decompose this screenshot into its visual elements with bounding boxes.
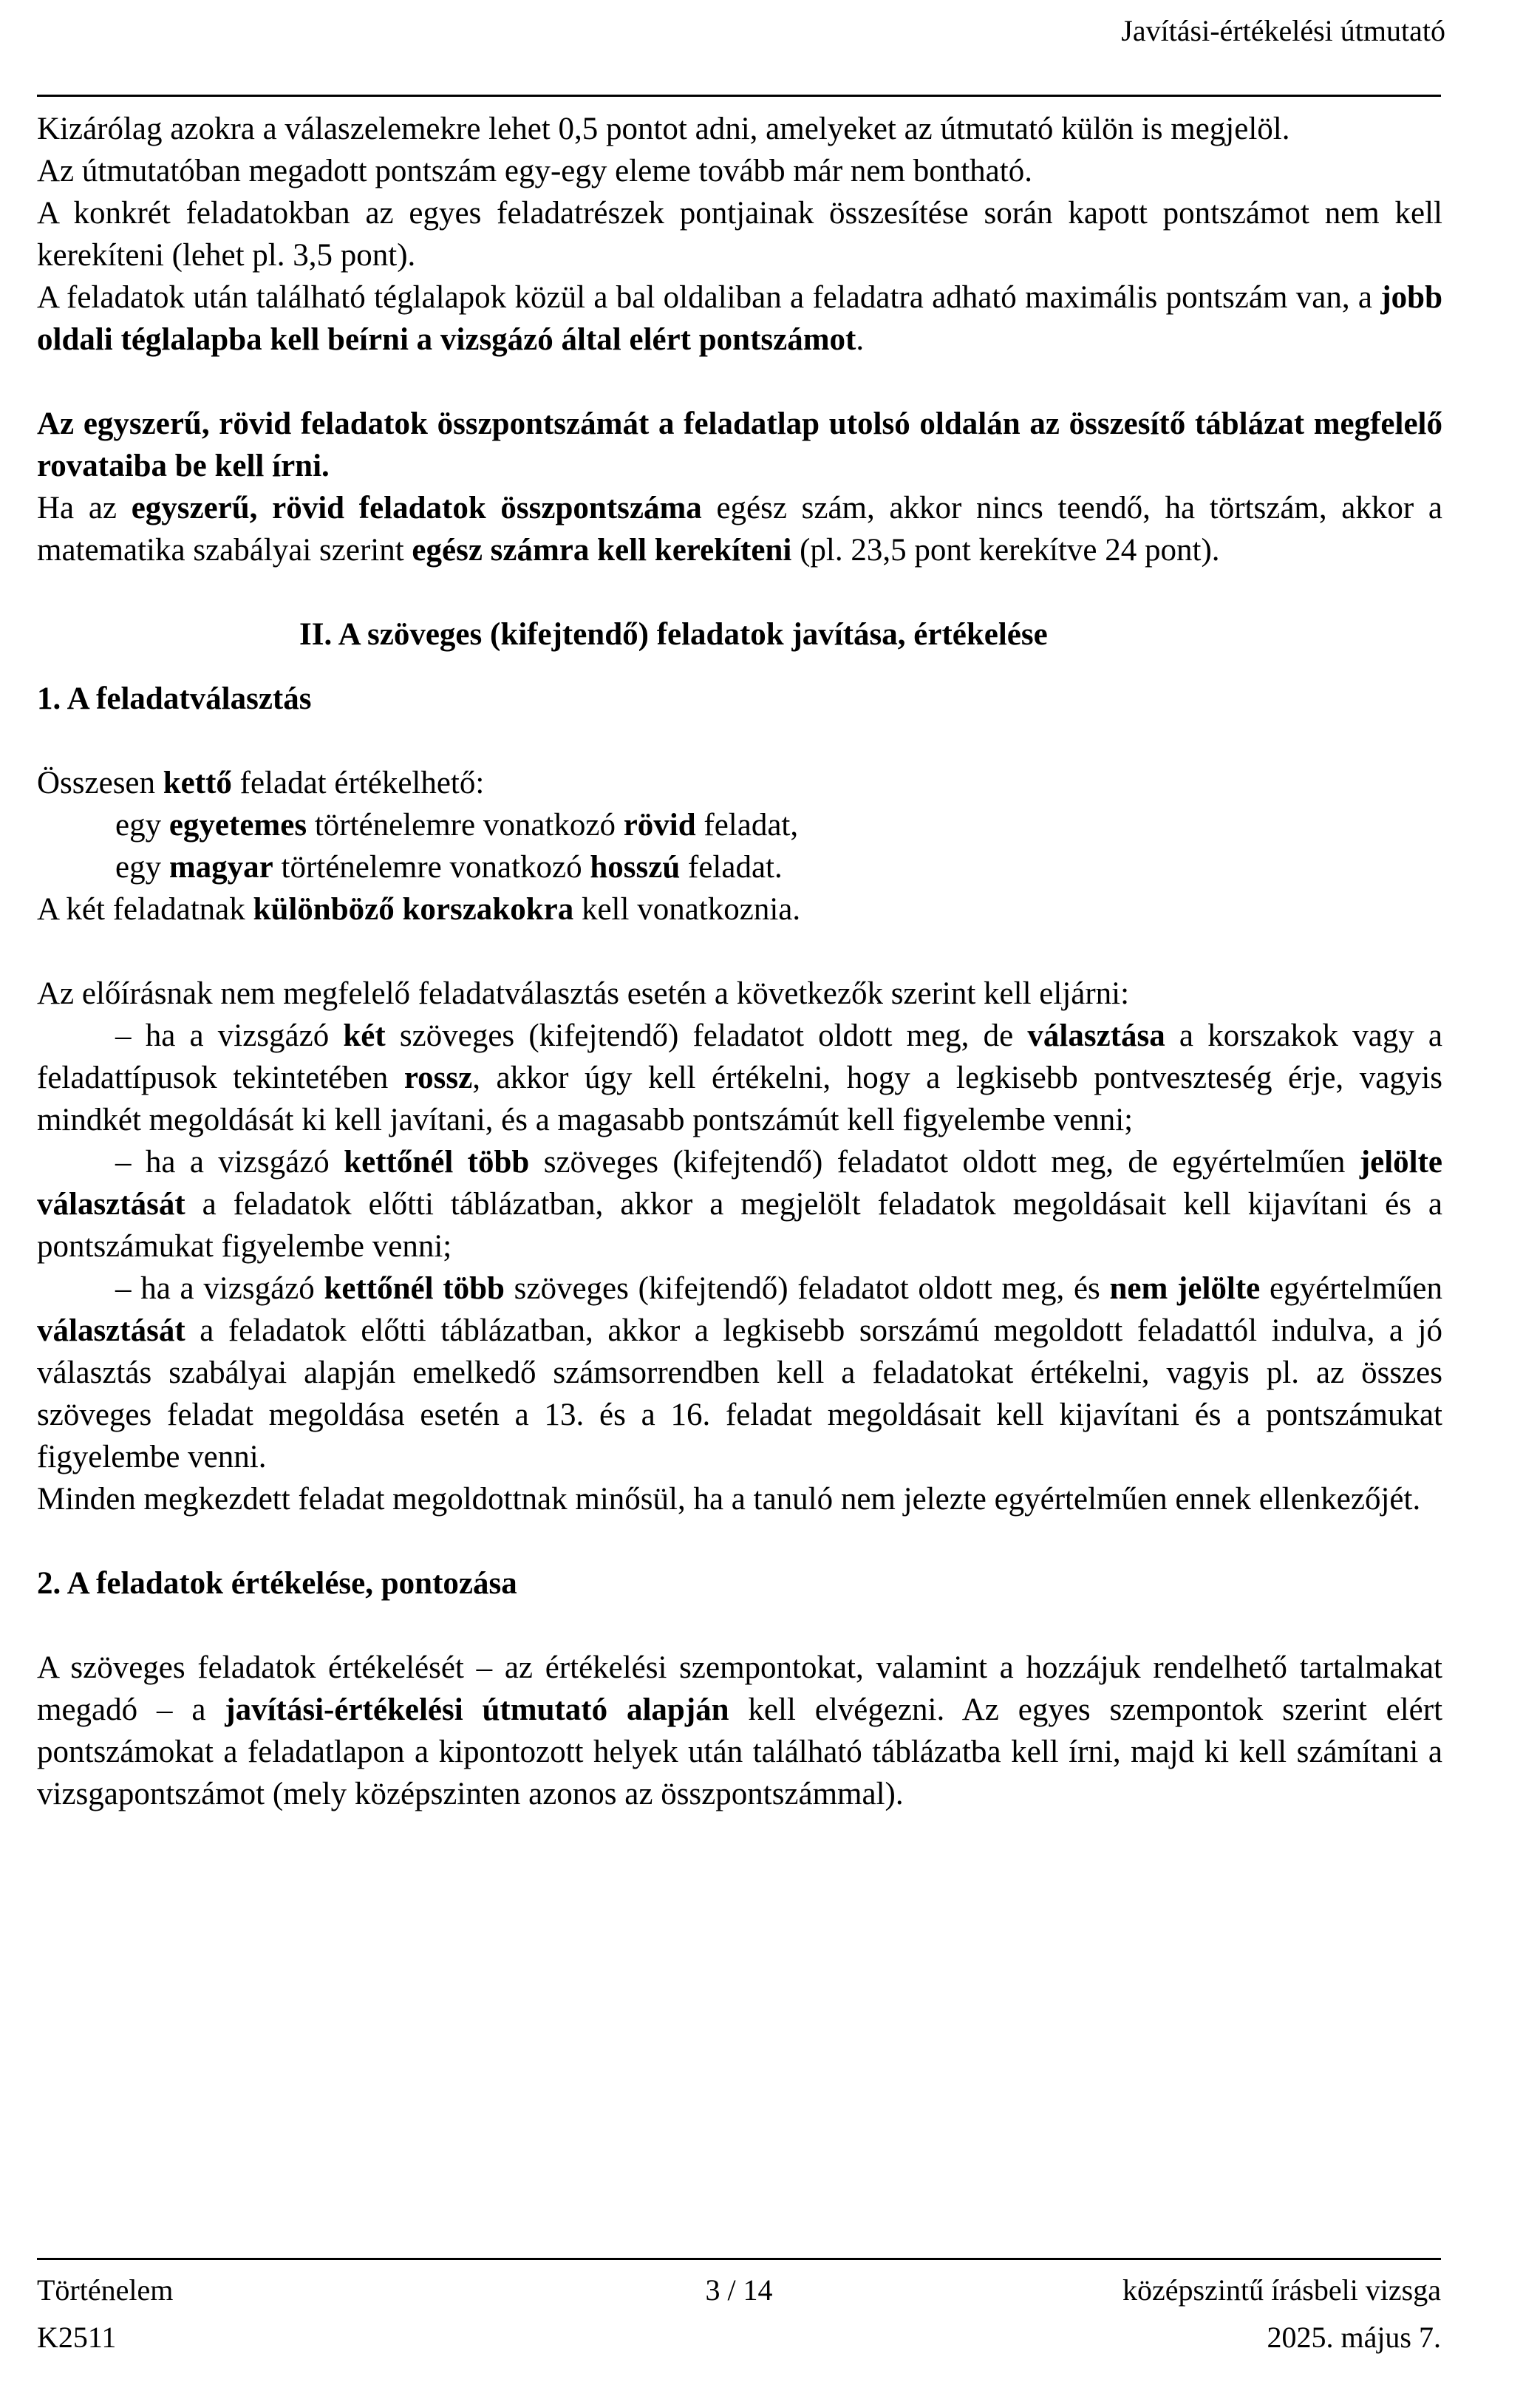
started-task-note: Minden megkezdett feladat megoldottnak minősül, ha a tanuló nem jelezte egyértelműen ennek ellenkezőjét. xyxy=(37,1482,1421,1517)
text-run: kell vonatkoznia. xyxy=(573,892,801,927)
bold-run: hosszú xyxy=(590,850,681,885)
rounding-paragraph xyxy=(37,487,1442,571)
text-run: kell elvégezni. Az egyes szempontok szerint elért pontszámokat a feladatlapon a kipontozott helyek után található táblázatba kell írni, majd ki kell számítani a vizsgapontszámot (mely középszinten azonos az összpontszámmal). xyxy=(37,1692,1443,1811)
text-run: egy xyxy=(115,808,169,843)
bold-run: kettőnél több xyxy=(344,1145,530,1180)
text-run: a korszakok vagy a feladattípusok tekintetében xyxy=(37,1018,1442,1095)
bold-run: jelölte választását xyxy=(37,1145,1443,1222)
bold-run: javítási-értékelési útmutató alapján xyxy=(225,1692,729,1727)
text-run: , akkor úgy kell értékelni, hogy a legkisebb pontveszteség érje, vagyis mindkét megoldását ki kell javítani, és a magasabb pontszámút kell figyelembe venni; xyxy=(37,1061,1442,1137)
document-body xyxy=(37,108,1442,1815)
different-periods-line xyxy=(37,888,1442,930)
total-count-line xyxy=(37,762,1442,804)
rule-item-1 xyxy=(37,1015,1442,1141)
intro-paragraph-2: Az útmutatóban megadott pontszám egy-egy eleme tovább már nem bontható. xyxy=(37,154,1032,188)
bold-run: nem jelölte xyxy=(1109,1271,1261,1306)
text-run: Összesen xyxy=(37,766,163,800)
text-run: történelemre vonatkozó xyxy=(307,808,624,843)
text-run: egész szám, akkor nincs teendő, ha törtszám, akkor a matematika szabályai szerint xyxy=(37,491,1442,568)
footer-exam-level: középszintű írásbeli vizsga xyxy=(1122,2273,1441,2307)
list-item xyxy=(37,804,1442,846)
intro-paragraph-1: Kizárólag azokra a válaszelemekre lehet 0,5 pontot adni, amelyeket az útmutató külön is megjelöl. xyxy=(37,112,1290,146)
text-run: történelemre vonatkozó xyxy=(273,850,590,885)
bold-run: Az egyszerű, rövid feladatok összpontszámát a feladatlap utolsó oldalán az összesítő táblázat megfelelő rovataiba be kell írni. xyxy=(37,406,1442,483)
bold-run: rövid xyxy=(623,808,696,843)
bold-run: választását xyxy=(37,1313,185,1348)
text-run: szöveges (kifejtendő) feladatot oldott meg, és xyxy=(504,1271,1110,1306)
text-run: A feladatok után található téglalapok közül a bal oldaliban a feladatra adható maximális pontszám van, a xyxy=(37,280,1381,315)
header-title: Javítási-értékelési útmutató xyxy=(1121,14,1445,47)
rule-item-2 xyxy=(37,1141,1442,1267)
rules-intro: Az előírásnak nem megfelelő feladatválasztás esetén a következők szerint kell eljárni: xyxy=(37,976,1130,1011)
bold-run: jobb oldali téglalapba kell beírni a vizsgázó által elért pontszámot xyxy=(37,280,1442,357)
list-item xyxy=(37,846,1442,888)
rule-item-3 xyxy=(37,1267,1442,1478)
bold-run: egyszerű, rövid feladatok összpontszáma xyxy=(131,491,702,525)
intro-paragraph-4 xyxy=(37,276,1442,361)
short-tasks-bold-paragraph xyxy=(37,403,1442,487)
bold-run: különböző korszakokra xyxy=(253,892,574,927)
evaluation-paragraph xyxy=(37,1647,1442,1815)
bold-run: kettő xyxy=(163,766,232,800)
bold-run: rossz xyxy=(403,1061,473,1095)
bold-run: magyar xyxy=(168,850,273,885)
footer-rule xyxy=(37,2258,1441,2260)
text-run: szöveges (kifejtendő) feladatot oldott meg, de xyxy=(385,1018,1028,1053)
text-run: feladat, xyxy=(695,808,799,843)
footer-subject: Történelem xyxy=(37,2273,174,2307)
bold-run: kettőnél több xyxy=(324,1271,505,1306)
text-run: A szöveges feladatok értékelését – az értékelési szempontokat, valamint a hozzájuk rendelhető tartalmakat megadó – a xyxy=(37,1650,1442,1727)
text-run: feladat értékelhető: xyxy=(231,766,485,800)
text-run: a feladatok előtti táblázatban, akkor a megjelölt feladatok megoldásait kell kijavítani és a pontszámukat figyelembe venni; xyxy=(37,1187,1442,1264)
footer-code: K2511 xyxy=(37,2321,117,2354)
text-run: – ha a vizsgázó xyxy=(115,1018,344,1053)
bold-run: két xyxy=(343,1018,386,1053)
text-run: Ha az xyxy=(37,491,132,525)
text-run: . xyxy=(856,322,865,357)
section-heading: II. A szöveges (kifejtendő) feladatok javítása, értékelése xyxy=(299,617,1048,652)
text-run: feladat. xyxy=(680,850,783,885)
text-run: – ha a vizsgázó xyxy=(115,1271,324,1306)
subheading-evaluation: 2. A feladatok értékelése, pontozása xyxy=(37,1566,517,1601)
intro-paragraph-3: A konkrét feladatokban az egyes feladatrészek pontjainak összesítése során kapott pontszámot nem kell kerekíteni (lehet pl. 3,5 pont). xyxy=(37,196,1442,273)
bold-run: egyetemes xyxy=(168,808,307,843)
text-run: a feladatok előtti táblázatban, akkor a legkisebb sorszámú megoldott feladattól indulva, a jó választás szabályai alapján emelkedő számsorrendben kell a feladatokat értékelni, vagyis pl. az összes szöveges feladat megoldása esetén a 13. és a 16. feladat megoldásait kell kijavítani és a pontszámukat figyelembe venni. xyxy=(37,1313,1442,1474)
footer-date: 2025. május 7. xyxy=(1267,2321,1441,2354)
bold-run: választása xyxy=(1027,1018,1165,1053)
text-run: egy xyxy=(115,850,169,885)
text-run: (pl. 23,5 pont kerekítve 24 pont). xyxy=(791,533,1220,568)
header-rule xyxy=(37,95,1441,97)
text-run: – ha a vizsgázó xyxy=(115,1145,344,1180)
footer-page-number: 3 / 14 xyxy=(705,2273,773,2307)
bold-run: egész számra kell kerekíteni xyxy=(412,533,792,568)
subheading-task-selection: 1. A feladatválasztás xyxy=(37,681,312,716)
text-run: egyértelműen xyxy=(1260,1271,1442,1306)
text-run: A két feladatnak xyxy=(37,892,253,927)
text-run: szöveges (kifejtendő) feladatot oldott meg, de egyértelműen xyxy=(529,1145,1360,1180)
